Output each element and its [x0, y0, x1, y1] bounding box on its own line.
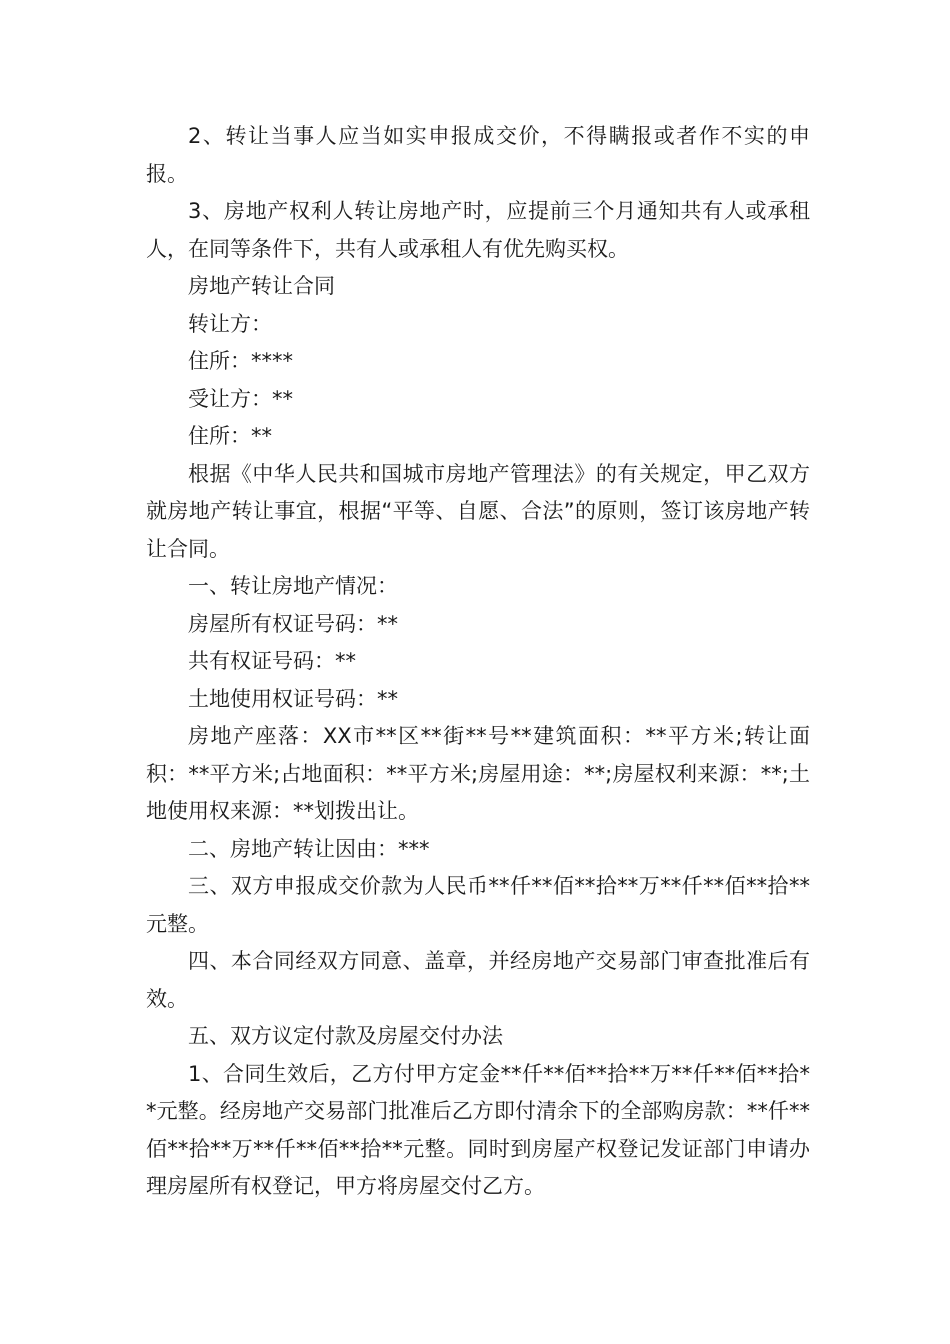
payment-terms-paragraph: 1、合同生效后，乙方付甲方定金**仟**佰**拾**万**仟**佰**拾**元整。经房地产交易部门批准后乙方即付清余下的全部购房款：**仟**佰**拾**万**仟**佰**拾**元整。同时到房屋产权登记发证部门申请办理房屋所有权登记，甲方将房屋交付乙方。: [146, 1061, 810, 1198]
paragraph-priority-purchase: 3、房地产权利人转让房地产时，应提前三个月通知共有人或承租人，在同等条件下，共有人或承租人有优先购买权。: [146, 199, 810, 261]
contract-title: 房地产转让合同: [188, 274, 335, 298]
section-heading-property: 一、转让房地产情况：: [188, 574, 398, 598]
transferee-line: 受让方：**: [188, 386, 293, 411]
section-validity-paragraph: 四、本合同经双方同意、盖章，并经房地产交易部门审查批准后有效。: [146, 949, 810, 1011]
land-use-cert-line: 土地使用权证号码：**: [188, 686, 398, 711]
contract-preamble: 根据《中华人民共和国城市房地产管理法》的有关规定，甲乙双方就房地产转让事宜，根据“平等、自愿、合法”的原则，签订该房地产转让合同。: [146, 461, 810, 561]
transferor-address-line: 住所：****: [188, 349, 293, 373]
property-location-paragraph: 房地产座落：XX市**区**街**号**建筑面积：**平方米;转让面积：**平方米;占地面积：**平方米;房屋用途：**;房屋权利来源：**;土地使用权来源：**划拨出让。: [146, 724, 810, 823]
section-heading-reason: 二、房地产转让因由：***: [188, 836, 430, 861]
document-page: [146, 118, 810, 1206]
co-ownership-cert-line: 共有权证号码：**: [188, 649, 356, 673]
section-heading-payment: 五、双方议定付款及房屋交付办法: [188, 1024, 503, 1048]
paragraph-declare-price: 2、转让当事人应当如实申报成交价，不得瞒报或者作不实的申报。: [146, 124, 810, 186]
section-price-paragraph: 三、双方申报成交价款为人民币**仟**佰**拾**万**仟**佰**拾**元整。: [146, 874, 810, 936]
ownership-cert-line: 房屋所有权证号码：**: [188, 611, 398, 636]
transferee-address-line: 住所：**: [188, 424, 272, 448]
transferor-line: 转让方：: [188, 311, 272, 336]
